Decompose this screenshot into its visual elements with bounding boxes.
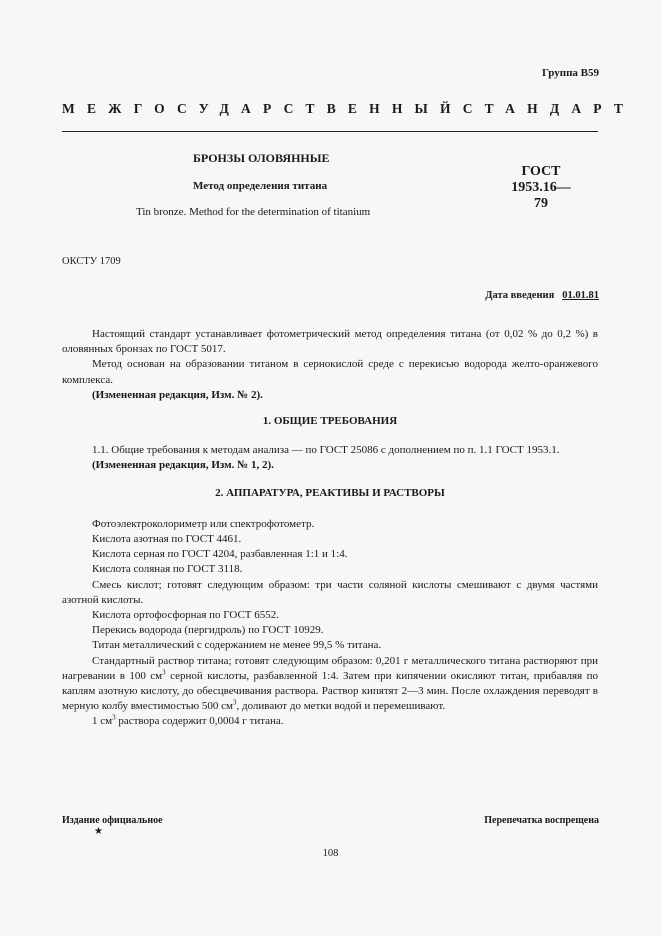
standard-banner — [62, 101, 636, 132]
english-title: Tin bronze. Method for the determination of titanium — [136, 206, 371, 218]
banner-left: МЕЖГОСУДАРСТВЕННЫЙ — [62, 101, 463, 116]
date-label: Дата введения — [485, 290, 555, 301]
revision-note: (Измененная редакция, Изм. № 1, 2). — [92, 459, 274, 472]
intro-paragraph: Настоящий стандарт устанавливает фотометрический метод определения титана (от 0,02 % до 0,2 %) в оловянных бронзах по ГОСТ 5017. — [62, 328, 598, 356]
document-body — [62, 327, 598, 730]
section-paragraph: 1.1. Общие требования к методам анализа — по ГОСТ 25086 с дополнением по п. 1.1 ГОСТ 1953.1. — [92, 444, 560, 457]
gost-designation — [508, 164, 574, 212]
group-code: Группа В59 — [541, 67, 599, 79]
list-item: Перекись водорода (пергидроль) по ГОСТ 10929. — [92, 624, 324, 637]
star-icon: ★ — [94, 826, 103, 837]
date-value: 01.01.81 — [562, 290, 599, 301]
concentration-paragraph: 1 $см^3$ раствора содержит 0,0004 г титана. — [92, 713, 284, 728]
list-item: Кислота соляная по ГОСТ 3118. — [92, 563, 243, 576]
doc-subtitle: Метод определения титана — [193, 180, 328, 192]
list-item: Кислота азотная по ГОСТ 4461. — [92, 533, 242, 546]
list-item: Смесь кислот; готовят следующим образом: три части соляной кислоты смешивают с двумя частями азотной кислоты. — [62, 578, 598, 606]
reprint-prohibited: Перепечатка воспрещена — [484, 815, 599, 826]
effective-date — [485, 290, 599, 301]
okstu-code: ОКСТУ 1709 — [62, 256, 121, 267]
doc-title: БРОНЗЫ ОЛОВЯННЫЕ — [193, 151, 330, 165]
section-heading: 2. АППАРАТУРА, РЕАКТИВЫ И РАСТВОРЫ — [215, 486, 445, 499]
intro-paragraph: Метод основан на образовании титаном в сернокислой среде с перекисью водорода желто-оранжевого комплекса. — [62, 358, 598, 386]
revision-note: (Измененная редакция, Изм. № 2). — [92, 388, 263, 401]
list-item: Кислота серная по ГОСТ 4204, разбавленная 1:1 и 1:4. — [92, 548, 348, 561]
list-item: Титан металлический с содержанием не менее 99,5 % титана. — [92, 639, 382, 652]
standard-solution-paragraph: Стандартный раствор титана; готовят следующим образом: 0,201 г металлического титана растворяют при нагревании в 100 $см^3$ серной кислоты, разбавленной 1:4. Затем при кипячении окисляют титан, прибавляя по каплям азотную кислоту, до обесцвечивания раствора. Раствор кипятят 2—3 мин. После охлаждения переводят в мерную колбу вместимостью 500 $см^3$, доливают до метки водой и перемешивают. — [62, 654, 598, 713]
banner-right: СТАНДАРТ — [462, 101, 636, 116]
gost-label: ГОСТ — [521, 164, 561, 179]
official-edition: Издание официальное — [62, 815, 163, 826]
list-item: Кислота ортофосфорная по ГОСТ 6552. — [92, 609, 280, 622]
page-number: 108 — [322, 848, 339, 859]
list-item: Фотоэлектроколориметр или спектрофотометр. — [92, 517, 315, 530]
gost-number: 1953.16—79 — [511, 180, 571, 211]
section-heading: 1. ОБЩИЕ ТРЕБОВАНИЯ — [262, 415, 398, 428]
